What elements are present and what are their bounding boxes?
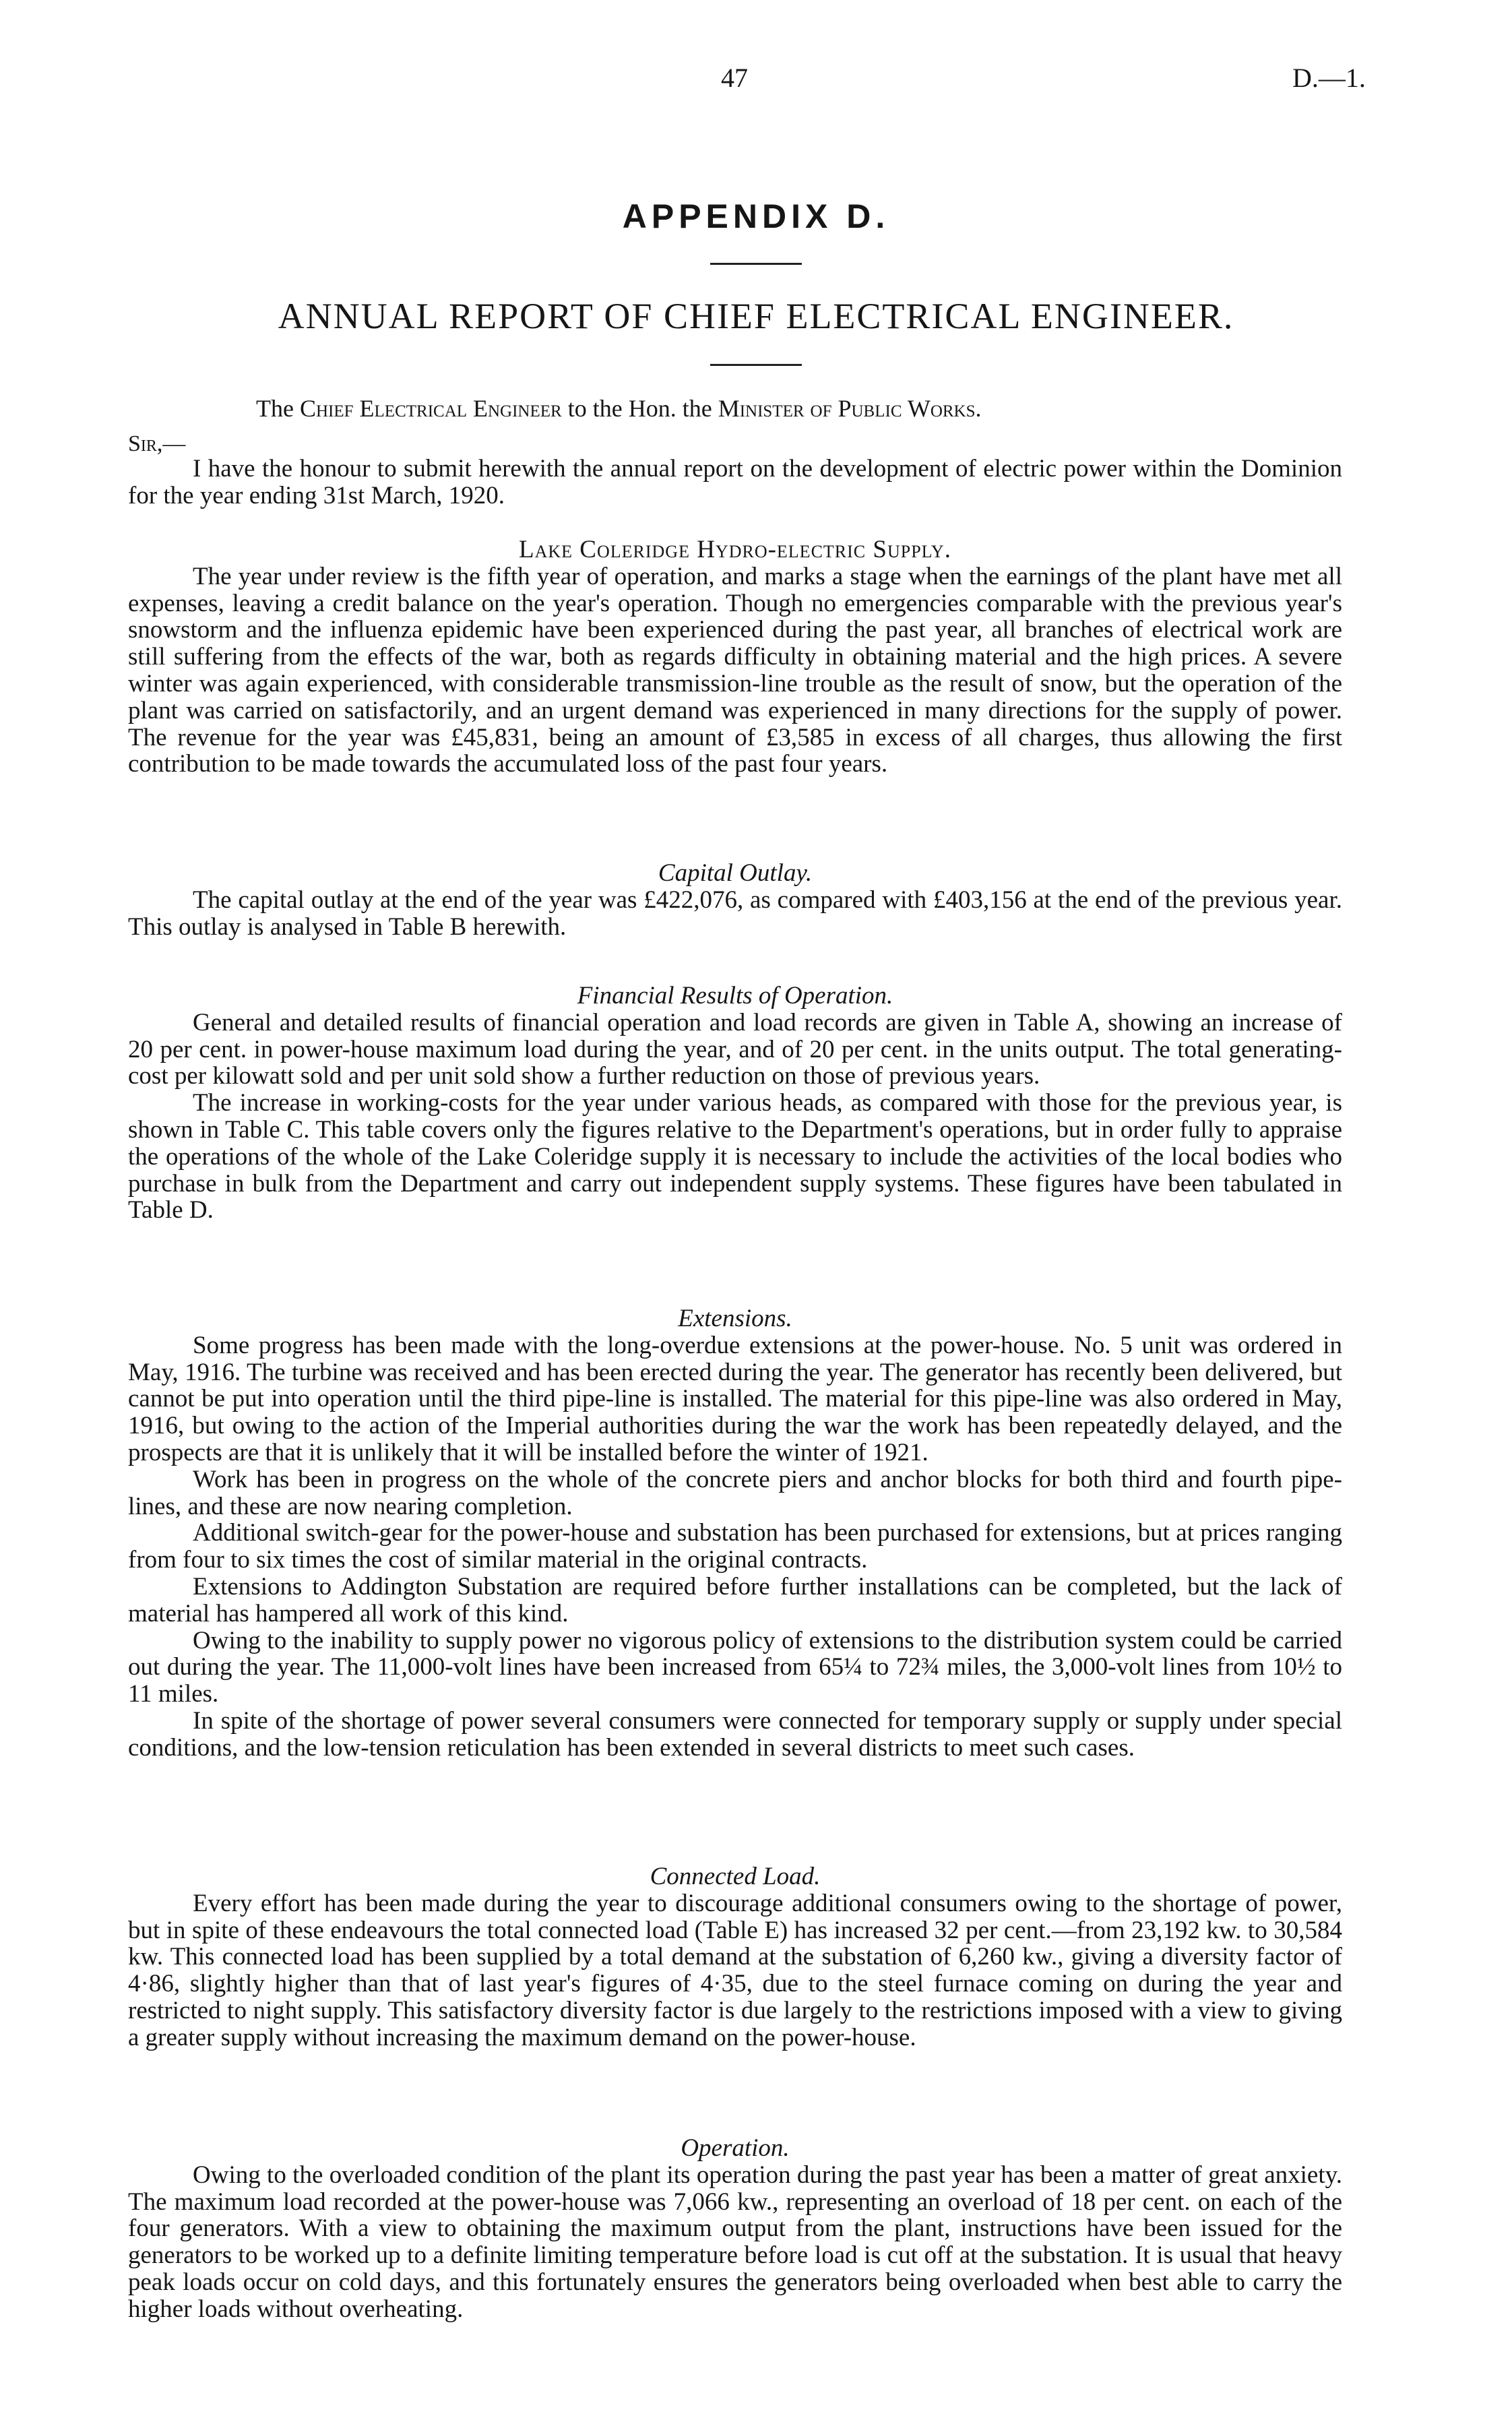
extensions-paragraph: Additional switch-gear for the power-house and substation has been purchased for extensions, but at prices ranging from four to six times the cost of similar material in the original contracts. bbox=[128, 1519, 1342, 1574]
salutation: Sir,— bbox=[128, 431, 186, 456]
lake-coleridge-section bbox=[128, 536, 1342, 778]
extensions-paragraph: Owing to the inability to supply power no vigorous policy of extensions to the distribution system could be carried out during the year. The 11,000-volt lines have been increased from 65¼ to 72¾ miles, the 3,000-volt lines from 10½ to 11 miles. bbox=[128, 1626, 1342, 1708]
financial-results-paragraph: The increase in working-costs for the year under various heads, as compared with those for the previous year, is shown in Table C. This table covers only the figures relative to the Department's operations, but in order fully to appraise the operations of the whole of the Lake Coleridge supply it is necessary to include the activities of the local bodies who purchase in bulk from the Department and carry out independent supply systems. These figures have been tabulated in Table D. bbox=[128, 1089, 1342, 1224]
report-title: ANNUAL REPORT OF CHIEF ELECTRICAL ENGINEER. bbox=[278, 296, 1234, 336]
address-end: . bbox=[975, 395, 982, 422]
extensions-paragraph: Some progress has been made with the long-overdue extensions at the power-house. No. 5 unit was ordered in May, 1916. The turbine was received and has been erected during the year. The generator has recently been delivered, but cannot be put into operation until the third pipe-line is installed. The material for this pipe-line was also ordered in May, 1916, but owing to the action of the Imperial authorities during the war the work has been repeatedly delayed, and the prospects are that it is unlikely that it will be installed before the winter of 1921. bbox=[128, 1331, 1342, 1466]
connected-load-paragraph: Every effort has been made during the year to discourage additional consumers owing to the shortage of power, but in spite of these endeavours the total connected load (Table E) has increased 32 per cent.—from 23,192 kw. to 30,584 kw. This connected load has been supplied by a total demand at the substation of 6,260 kw., giving a diversity factor of 4·86, slightly higher than that of last year's figures of 4·35, due to the steel furnace coming on during the year and restricted to night supply. This satisfactory diversity factor is due largely to the restrictions imposed with a view to giving a greater supply without increasing the maximum demand on the power-house. bbox=[128, 1889, 1342, 2051]
document-reference: D.—1. bbox=[1292, 63, 1366, 93]
lake-coleridge-paragraph: The year under review is the fifth year of operation, and marks a stage when the earnings of the plant have met all expenses, leaving a credit balance on the year's operation. Though no emergencies comparable with the previous year's snowstorm and the influenza epidemic have been experienced during the past year, all branches of electrical work are still suffering from the effects of the war, both as regards difficulty in obtaining material and the high prices. A severe winter was again experienced, with considerable transmission-line trouble as the result of snow, but the operation of the plant was carried on satisfactorily, and an urgent demand was experienced in many directions for the supply of power. The revenue for the year was £45,831, being an amount of £3,585 in excess of all charges, thus allowing the first contribution to be made towards the accumulated loss of the past four years. bbox=[128, 562, 1342, 778]
financial-results-paragraph: General and detailed results of financial operation and load records are given in Table A, showing an increase of 20 per cent. in power-house maximum load during the year, and of 20 per cent. in the units output. The total generating-cost per kilowatt sold and per unit sold show a further reduction on those of previous years. bbox=[128, 1008, 1342, 1090]
address-line bbox=[256, 394, 982, 423]
financial-results-heading: Financial Results of Operation. bbox=[577, 982, 893, 1010]
operation-heading: Operation. bbox=[681, 2134, 790, 2162]
operation-paragraph: Owing to the overloaded condition of the plant its operation during the past year has been a matter of great anxiety. The maximum load recorded at the power-house was 7,066 kw., representing an overload of 18 per cent. on each of the four generators. With a view to obtaining the maximum output from the plant, instructions have been issued for the generators to be worked up to a definite limiting temperature before load is cut off at the substation. It is usual that heavy peak loads occur on cold days, and this fortunately ensures the generators being overloaded when best able to carry the higher loads without overheating. bbox=[128, 2161, 1342, 2323]
address-from: Chief Electrical Engineer bbox=[299, 395, 562, 422]
capital-outlay-paragraph: The capital outlay at the end of the year was £422,076, as compared with £403,156 at the end of the previous year. This outlay is analysed in Table B herewith. bbox=[128, 886, 1342, 941]
operation-section bbox=[128, 2135, 1342, 2323]
extensions-section bbox=[128, 1305, 1342, 1762]
extensions-heading: Extensions. bbox=[678, 1305, 792, 1332]
address-middle: to the Hon. the bbox=[567, 395, 712, 422]
address-prefix: The bbox=[256, 395, 294, 422]
title-divider-top bbox=[710, 263, 802, 265]
capital-outlay-heading: Capital Outlay. bbox=[658, 859, 813, 887]
intro-paragraph: I have the honour to submit herewith the annual report on the development of electric power within the Dominion for the year ending 31st March, 1920. bbox=[128, 455, 1342, 509]
intro-block bbox=[128, 456, 1342, 509]
capital-outlay-section bbox=[128, 860, 1342, 940]
financial-results-section bbox=[128, 983, 1342, 1224]
extensions-paragraph: Extensions to Addington Substation are required before further installations can be completed, but the lack of material has hampered all work of this kind. bbox=[128, 1572, 1342, 1627]
lake-coleridge-heading: Lake Coleridge Hydro-electric Supply. bbox=[519, 536, 951, 563]
extensions-paragraph: In spite of the shortage of power several consumers were connected for temporary supply or supply under special conditions, and the low-tension reticulation has been extended in several districts to meet such cases. bbox=[128, 1706, 1342, 1762]
address-to: Minister of Public Works bbox=[718, 395, 976, 422]
connected-load-section bbox=[128, 1863, 1342, 2051]
page-number: 47 bbox=[721, 63, 748, 93]
connected-load-heading: Connected Load. bbox=[650, 1863, 821, 1890]
title-divider-bottom bbox=[710, 364, 802, 366]
extensions-paragraph: Work has been in progress on the whole of the concrete piers and anchor blocks for both third and fourth pipe-lines, and these are now nearing completion. bbox=[128, 1465, 1342, 1520]
appendix-title: APPENDIX D. bbox=[622, 197, 890, 235]
